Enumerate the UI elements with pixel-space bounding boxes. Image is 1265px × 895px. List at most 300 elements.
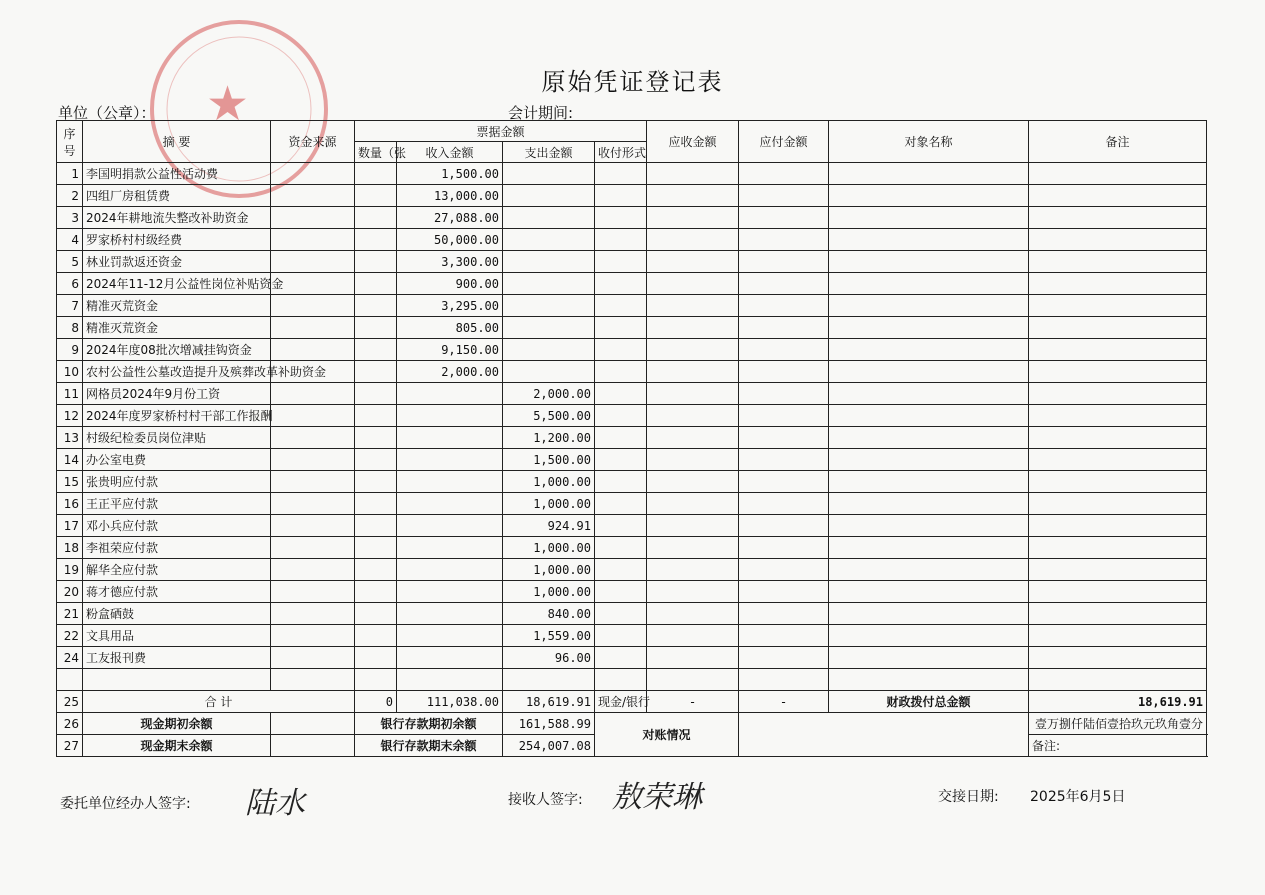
row-fund-source — [271, 207, 355, 229]
row-target — [829, 647, 1029, 669]
table-row — [57, 229, 1207, 251]
header-receivable: 应收金额 — [647, 121, 739, 163]
row-fund-source — [271, 449, 355, 471]
row-income — [397, 515, 503, 537]
row-remark — [1029, 471, 1207, 493]
row-receivable — [647, 471, 739, 493]
row-payable — [739, 251, 829, 273]
row-expense: 1,500.00 — [503, 449, 595, 471]
row-pay-method — [595, 427, 647, 449]
row-remark — [1029, 559, 1207, 581]
row-pay-method — [595, 603, 647, 625]
row-summary: 李国明捐款公益性活动费 — [83, 163, 271, 185]
register-table — [56, 120, 1207, 757]
row-quantity — [355, 251, 397, 273]
row-quantity — [355, 493, 397, 515]
row-summary: 2024年11-12月公益性岗位补贴资金 — [83, 273, 271, 295]
row-expense — [503, 207, 595, 229]
row-index: 8 — [57, 317, 83, 339]
row-receivable — [647, 581, 739, 603]
row-pay-method — [595, 251, 647, 273]
row-target — [829, 163, 1029, 185]
row-index: 17 — [57, 515, 83, 537]
row-target — [829, 669, 1029, 691]
row-index: 24 — [57, 647, 83, 669]
row-fund-source — [271, 647, 355, 669]
row-quantity — [355, 603, 397, 625]
row-receivable — [647, 317, 739, 339]
row-receivable — [647, 603, 739, 625]
row-summary: 精准灭荒资金 — [83, 317, 271, 339]
row-fund-source — [271, 317, 355, 339]
row-fund-source — [271, 405, 355, 427]
row-expense: 1,000.00 — [503, 581, 595, 603]
cash-end-value — [271, 735, 355, 757]
header-summary: 摘 要 — [83, 121, 271, 163]
unit-label: 单位（公章）： — [58, 104, 156, 122]
row-remark — [1029, 339, 1207, 361]
table-row — [57, 471, 1207, 493]
row-remark — [1029, 185, 1207, 207]
cash-end-label: 现金期末余额 — [83, 735, 271, 757]
row-receivable — [647, 427, 739, 449]
row-quantity — [355, 295, 397, 317]
row-income: 50,000.00 — [397, 229, 503, 251]
row-target — [829, 207, 1029, 229]
row-summary: 李祖荣应付款 — [83, 537, 271, 559]
row-remark — [1029, 449, 1207, 471]
total-payable: - — [739, 691, 829, 713]
table-row — [57, 163, 1207, 185]
row-pay-method — [595, 295, 647, 317]
row-quantity — [355, 405, 397, 427]
row-pay-method — [595, 471, 647, 493]
row-income: 3,295.00 — [397, 295, 503, 317]
table-row — [57, 515, 1207, 537]
row-remark — [1029, 625, 1207, 647]
row-index: 2 — [57, 185, 83, 207]
header-pay-method: 收付形式 — [595, 142, 647, 163]
row-fund-source — [271, 273, 355, 295]
fiscal-total-label: 财政拨付总金额 — [829, 691, 1029, 713]
total-row-index: 25 — [57, 691, 83, 713]
row-income: 900.00 — [397, 273, 503, 295]
table-row — [57, 295, 1207, 317]
row-remark — [1029, 273, 1207, 295]
row-pay-method — [595, 537, 647, 559]
row-income: 1,500.00 — [397, 163, 503, 185]
row-index: 4 — [57, 229, 83, 251]
row-receivable — [647, 537, 739, 559]
total-expense: 18,619.91 — [503, 691, 595, 713]
table-row — [57, 185, 1207, 207]
row-expense — [503, 361, 595, 383]
row-payable — [739, 361, 829, 383]
row-quantity — [355, 317, 397, 339]
row-remark — [1029, 515, 1207, 537]
table-row — [57, 603, 1207, 625]
row-payable — [739, 515, 829, 537]
bank-begin-label: 银行存款期初余额 — [355, 713, 503, 735]
row-index — [57, 669, 83, 691]
row-pay-method — [595, 405, 647, 427]
header-income: 收入金额 — [397, 142, 503, 163]
total-quantity: 0 — [355, 691, 397, 713]
row-expense: 1,000.00 — [503, 559, 595, 581]
row-receivable — [647, 251, 739, 273]
row-summary: 邓小兵应付款 — [83, 515, 271, 537]
row-payable — [739, 339, 829, 361]
row-index: 19 — [57, 559, 83, 581]
row-payable — [739, 207, 829, 229]
row-index: 6 — [57, 273, 83, 295]
row-quantity — [355, 163, 397, 185]
row-fund-source — [271, 603, 355, 625]
row-remark — [1029, 317, 1207, 339]
row-remark — [1029, 383, 1207, 405]
row-target — [829, 361, 1029, 383]
header-remark: 备注 — [1029, 121, 1207, 163]
row-payable — [739, 185, 829, 207]
row-receivable — [647, 647, 739, 669]
fiscal-total-words: 壹万捌仟陆佰壹拾玖元玖角壹分 — [1029, 713, 1207, 735]
row-receivable — [647, 361, 739, 383]
row-pay-method — [595, 163, 647, 185]
row-summary: 张贵明应付款 — [83, 471, 271, 493]
row-pay-method — [595, 339, 647, 361]
row-remark — [1029, 295, 1207, 317]
row-fund-source — [271, 537, 355, 559]
table-row — [57, 647, 1207, 669]
row-summary: 精准灭荒资金 — [83, 295, 271, 317]
handover-date-label: 交接日期: — [938, 789, 999, 805]
row-quantity — [355, 383, 397, 405]
row-income — [397, 427, 503, 449]
row-income — [397, 647, 503, 669]
row-income — [397, 559, 503, 581]
row-remark — [1029, 647, 1207, 669]
row-target — [829, 427, 1029, 449]
row-income: 13,000.00 — [397, 185, 503, 207]
row-fund-source — [271, 493, 355, 515]
row-expense — [503, 229, 595, 251]
table-row — [57, 383, 1207, 405]
row26-index: 26 — [57, 713, 83, 735]
row-target — [829, 559, 1029, 581]
table-row — [57, 537, 1207, 559]
row-receivable — [647, 449, 739, 471]
row-remark — [1029, 669, 1207, 691]
row-expense — [503, 295, 595, 317]
header-fund-source: 资金来源 — [271, 121, 355, 163]
row-payable — [739, 647, 829, 669]
row-income: 27,088.00 — [397, 207, 503, 229]
row-expense: 1,000.00 — [503, 537, 595, 559]
reconcile-value — [739, 713, 1029, 757]
row-target — [829, 493, 1029, 515]
row-target — [829, 581, 1029, 603]
table-row — [57, 559, 1207, 581]
row-summary: 四组厂房租赁费 — [83, 185, 271, 207]
row-summary: 办公室电费 — [83, 449, 271, 471]
row-target — [829, 405, 1029, 427]
row-income — [397, 493, 503, 515]
row-income — [397, 669, 503, 691]
row-index: 5 — [57, 251, 83, 273]
row-target — [829, 185, 1029, 207]
row-pay-method — [595, 229, 647, 251]
row-receivable — [647, 559, 739, 581]
agent-signature-label: 委托单位经办人签字: — [60, 796, 191, 812]
reconcile-label: 对账情况 — [595, 713, 739, 757]
row-expense — [503, 185, 595, 207]
row-target — [829, 603, 1029, 625]
header-quantity: 数量（张 — [355, 142, 397, 163]
row-target — [829, 251, 1029, 273]
row-receivable — [647, 405, 739, 427]
fiscal-total-value: 18,619.91 — [1029, 691, 1207, 713]
row-payable — [739, 537, 829, 559]
row-payable — [739, 427, 829, 449]
row-summary: 2024年度罗家桥村村干部工作报酬 — [83, 405, 271, 427]
row-income — [397, 581, 503, 603]
row-remark — [1029, 537, 1207, 559]
row-receivable — [647, 207, 739, 229]
row-target — [829, 537, 1029, 559]
row-quantity — [355, 339, 397, 361]
row-payable — [739, 317, 829, 339]
row-remark — [1029, 603, 1207, 625]
row-summary: 文具用品 — [83, 625, 271, 647]
row-receivable — [647, 295, 739, 317]
handover-date: 2025年6月5日 — [1030, 789, 1126, 805]
row-target — [829, 383, 1029, 405]
row-pay-method — [595, 383, 647, 405]
header-index: 序号 — [57, 121, 83, 163]
row-summary: 王正平应付款 — [83, 493, 271, 515]
row-quantity — [355, 669, 397, 691]
table-row — [57, 207, 1207, 229]
row-expense: 1,000.00 — [503, 471, 595, 493]
row-expense — [503, 163, 595, 185]
header-target: 对象名称 — [829, 121, 1029, 163]
row-fund-source — [271, 185, 355, 207]
row-summary: 农村公益性公墓改造提升及殡葬改革补助资金 — [83, 361, 271, 383]
row-expense — [503, 669, 595, 691]
row-income — [397, 625, 503, 647]
page-title: 原始凭证登记表 — [541, 68, 724, 96]
row-expense: 1,000.00 — [503, 493, 595, 515]
table-row — [57, 427, 1207, 449]
row-payable — [739, 405, 829, 427]
row-income — [397, 405, 503, 427]
table-row — [57, 405, 1207, 427]
row-pay-method — [595, 669, 647, 691]
row-summary: 网格员2024年9月份工资 — [83, 383, 271, 405]
row-remark — [1029, 163, 1207, 185]
row-quantity — [355, 185, 397, 207]
row-receivable — [647, 185, 739, 207]
row-summary: 蒋才德应付款 — [83, 581, 271, 603]
row-index: 10 — [57, 361, 83, 383]
row-fund-source — [271, 295, 355, 317]
row-fund-source — [271, 559, 355, 581]
row-index: 7 — [57, 295, 83, 317]
row-quantity — [355, 537, 397, 559]
bank-end-label: 银行存款期末余额 — [355, 735, 503, 757]
row-receivable — [647, 493, 739, 515]
row-expense: 840.00 — [503, 603, 595, 625]
row-fund-source — [271, 625, 355, 647]
row-payable — [739, 295, 829, 317]
row-index: 15 — [57, 471, 83, 493]
row-index: 13 — [57, 427, 83, 449]
row-payable — [739, 471, 829, 493]
row-payable — [739, 669, 829, 691]
row-income: 3,300.00 — [397, 251, 503, 273]
row-summary: 解华全应付款 — [83, 559, 271, 581]
bank-end-value: 254,007.08 — [503, 735, 595, 757]
row-index: 21 — [57, 603, 83, 625]
row-expense: 2,000.00 — [503, 383, 595, 405]
row-receivable — [647, 625, 739, 647]
row-index: 12 — [57, 405, 83, 427]
row-expense — [503, 273, 595, 295]
table-row — [57, 581, 1207, 603]
row-receivable — [647, 515, 739, 537]
row-income — [397, 471, 503, 493]
row-fund-source — [271, 163, 355, 185]
total-pay-method: 现金/银行 — [595, 691, 647, 713]
row-target — [829, 339, 1029, 361]
row-quantity — [355, 647, 397, 669]
row-receivable — [647, 339, 739, 361]
row-index: 14 — [57, 449, 83, 471]
row-payable — [739, 229, 829, 251]
row-income: 805.00 — [397, 317, 503, 339]
row-fund-source — [271, 229, 355, 251]
row-target — [829, 273, 1029, 295]
row-income — [397, 383, 503, 405]
row-expense — [503, 339, 595, 361]
row-pay-method — [595, 625, 647, 647]
row-income — [397, 537, 503, 559]
row-target — [829, 471, 1029, 493]
row-pay-method — [595, 317, 647, 339]
row-fund-source — [271, 669, 355, 691]
row-summary — [83, 669, 271, 691]
row-pay-method — [595, 559, 647, 581]
total-receivable: - — [647, 691, 739, 713]
row-income: 2,000.00 — [397, 361, 503, 383]
row-pay-method — [595, 449, 647, 471]
header-payable: 应付金额 — [739, 121, 829, 163]
row-payable — [739, 449, 829, 471]
row-summary: 2024年耕地流失整改补助资金 — [83, 207, 271, 229]
row-income — [397, 603, 503, 625]
header-voucher-amount: 票据金额 — [355, 121, 647, 142]
row-remark — [1029, 581, 1207, 603]
row-index: 3 — [57, 207, 83, 229]
agent-signature: 陆水 — [245, 786, 305, 821]
row-remark — [1029, 251, 1207, 273]
row-quantity — [355, 207, 397, 229]
row-summary: 粉盒硒鼓 — [83, 603, 271, 625]
seal-star-icon: ★ — [206, 76, 250, 132]
row-quantity — [355, 559, 397, 581]
row-pay-method — [595, 207, 647, 229]
row-payable — [739, 273, 829, 295]
row-quantity — [355, 581, 397, 603]
row-pay-method — [595, 361, 647, 383]
row-fund-source — [271, 339, 355, 361]
row-index: 20 — [57, 581, 83, 603]
table-row — [57, 251, 1207, 273]
row-summary: 林业罚款返还资金 — [83, 251, 271, 273]
row-pay-method — [595, 647, 647, 669]
row-remark — [1029, 361, 1207, 383]
row-expense: 924.91 — [503, 515, 595, 537]
total-label: 合 计 — [83, 691, 355, 713]
table-row — [57, 449, 1207, 471]
row-fund-source — [271, 427, 355, 449]
row-remark — [1029, 405, 1207, 427]
row-index: 9 — [57, 339, 83, 361]
row-target — [829, 449, 1029, 471]
row-remark — [1029, 207, 1207, 229]
receiver-signature: 敖荣琳 — [612, 780, 702, 815]
row-fund-source — [271, 581, 355, 603]
row-quantity — [355, 449, 397, 471]
row-pay-method — [595, 581, 647, 603]
row-summary: 2024年度08批次增减挂钩资金 — [83, 339, 271, 361]
row-quantity — [355, 229, 397, 251]
row-payable — [739, 581, 829, 603]
row-remark — [1029, 493, 1207, 515]
cash-begin-label: 现金期初余额 — [83, 713, 271, 735]
row-pay-method — [595, 273, 647, 295]
row-quantity — [355, 361, 397, 383]
row-index: 1 — [57, 163, 83, 185]
row-target — [829, 515, 1029, 537]
period-label: 会计期间: — [508, 104, 574, 122]
row-expense: 1,559.00 — [503, 625, 595, 647]
row-payable — [739, 163, 829, 185]
row-receivable — [647, 229, 739, 251]
row-pay-method — [595, 185, 647, 207]
row-expense: 96.00 — [503, 647, 595, 669]
row-payable — [739, 493, 829, 515]
row-expense — [503, 251, 595, 273]
row-target — [829, 229, 1029, 251]
table-row — [57, 361, 1207, 383]
row-pay-method — [595, 515, 647, 537]
row-index: 18 — [57, 537, 83, 559]
row-expense — [503, 317, 595, 339]
row-income — [397, 449, 503, 471]
row-expense: 1,200.00 — [503, 427, 595, 449]
table-row — [57, 669, 1207, 691]
row-receivable — [647, 273, 739, 295]
row-fund-source — [271, 471, 355, 493]
row-index: 11 — [57, 383, 83, 405]
row-quantity — [355, 273, 397, 295]
row-quantity — [355, 515, 397, 537]
row-target — [829, 317, 1029, 339]
header-expense: 支出金额 — [503, 142, 595, 163]
row-summary: 工友报刊费 — [83, 647, 271, 669]
row-fund-source — [271, 251, 355, 273]
